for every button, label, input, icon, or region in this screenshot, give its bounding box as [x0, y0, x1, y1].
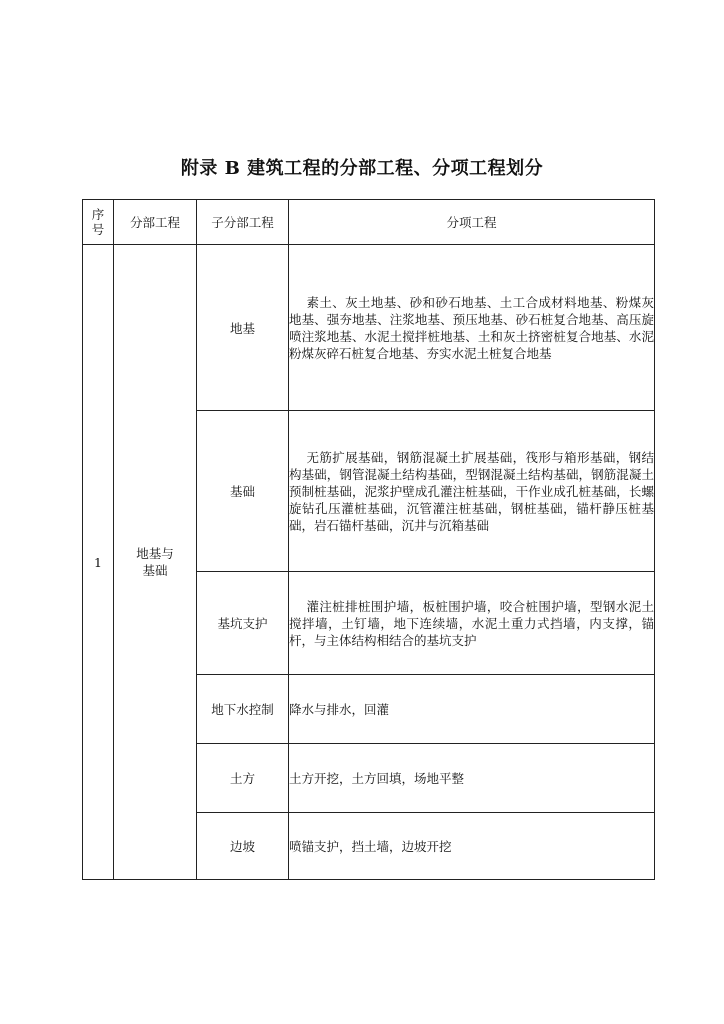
items-cell: 无筋扩展基础，钢筋混凝土扩展基础，筏形与箱形基础，钢结构基础，钢管混凝土结构基础，型钢混凝土结构基础，钢筋混凝土预制桩基础，泥浆护壁成孔灌注桩基础，干作业成孔桩基础，长螺旋钻孔压灌桩基础，沉管灌注桩基础，钢桩基础，锚杆静压桩基础，岩石锚杆基础，沉井与沉箱基础	[289, 411, 655, 572]
table-header-row	[83, 200, 655, 245]
division-table	[82, 199, 655, 880]
subdivision-cell: 边坡	[197, 813, 289, 880]
items-cell: 灌注桩排桩围护墙，板桩围护墙，咬合桩围护墙，型钢水泥土搅拌墙，土钉墙，地下连续墙，水泥土重力式挡墙，内支撑，锚杆，与主体结构相结合的基坑支护	[289, 572, 655, 675]
subdivision-cell: 土方	[197, 744, 289, 813]
table-row	[83, 245, 655, 411]
header-subdivision: 子分部工程	[197, 200, 289, 245]
subdivision-cell: 地下水控制	[197, 675, 289, 744]
header-seq: 序号	[83, 200, 114, 245]
items-cell: 降水与排水，回灌	[289, 675, 655, 744]
seq-cell: 1	[83, 245, 114, 880]
subdivision-cell: 基坑支护	[197, 572, 289, 675]
subdivision-cell: 基础	[197, 411, 289, 572]
page-title: 附录 B 建筑工程的分部工程、分项工程划分	[180, 158, 544, 179]
division-cell: 地基与基础	[114, 245, 197, 880]
items-cell: 素土、灰土地基、砂和砂石地基、土工合成材料地基、粉煤灰地基、强夯地基、注浆地基、预压地基、砂石桩复合地基、高压旋喷注浆地基、水泥土搅拌桩地基、土和灰土挤密桩复合地基、水泥粉煤灰碎石桩复合地基、夯实水泥土桩复合地基	[289, 245, 655, 411]
subdivision-cell: 地基	[197, 245, 289, 411]
header-items: 分项工程	[289, 200, 655, 245]
items-cell: 土方开挖，土方回填，场地平整	[289, 744, 655, 813]
header-division: 分部工程	[114, 200, 197, 245]
items-cell: 喷锚支护，挡土墙，边坡开挖	[289, 813, 655, 880]
